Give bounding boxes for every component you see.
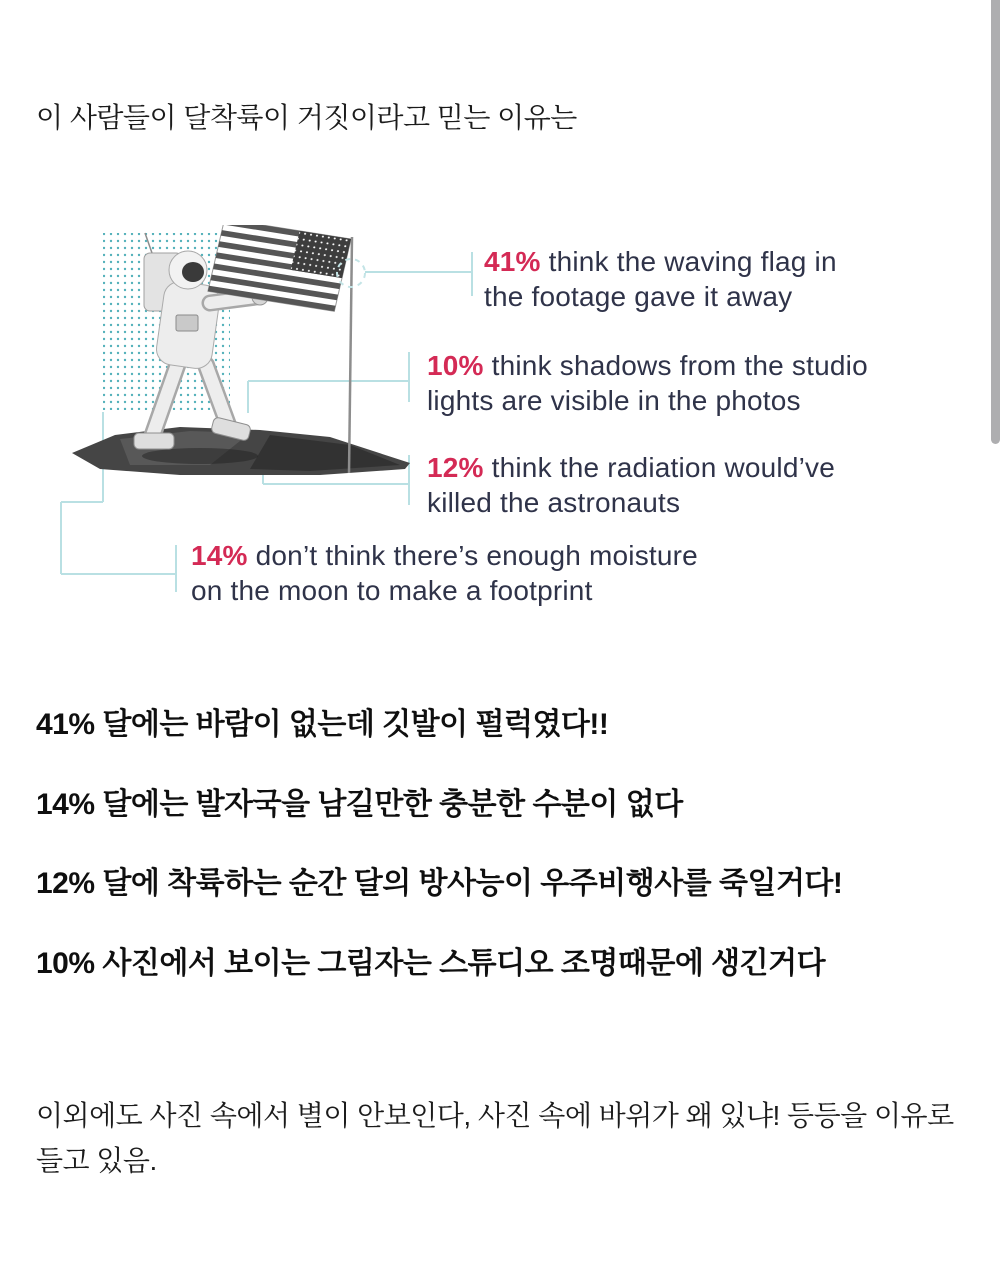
stat-text: killed the astronauts xyxy=(427,487,681,518)
stat-moisture-footprint xyxy=(191,538,698,608)
stat-text: the footage gave it away xyxy=(484,281,793,312)
stat-text: don’t think there’s enough moisture xyxy=(247,540,698,571)
korean-stat-10: 10% 사진에서 보이는 그림자는 스튜디오 조명때문에 생긴거다 xyxy=(36,947,826,980)
stat-percent: 12% xyxy=(427,452,484,483)
stat-text: think shadows from the studio xyxy=(483,350,868,381)
stat-percent: 10% xyxy=(427,350,484,381)
helmet-visor xyxy=(182,262,204,282)
stat-text: think the radiation would’ve xyxy=(483,452,835,483)
stat-text: lights are visible in the photos xyxy=(427,385,801,416)
footer-line: 이외에도 사진 속에서 별이 안보인다, 사진 속에 바위가 왜 있냐! 등등을 이유로 xyxy=(36,1100,954,1131)
korean-stat-41: 41% 달에는 바람이 없는데 깃발이 펄럭였다!! xyxy=(36,708,609,741)
stat-waving-flag xyxy=(484,244,837,314)
footer-paragraph xyxy=(36,1093,986,1183)
post-heading: 이 사람들이 달착륙이 거짓이라고 믿는 이유는 xyxy=(36,102,577,133)
stat-percent: 14% xyxy=(191,540,248,571)
korean-stat-14: 14% 달에는 발자국을 남길만한 충분한 수분이 없다 xyxy=(36,788,683,821)
vertical-scrollbar-thumb[interactable] xyxy=(991,0,1000,444)
korean-stat-12: 12% 달에 착륙하는 순간 달의 방사능이 우주비행사를 죽일거다! xyxy=(36,867,843,900)
astronaut-shadow xyxy=(142,448,258,464)
footer-line: 들고 있음. xyxy=(36,1145,157,1176)
stat-studio-shadows xyxy=(427,348,868,418)
astronaut-boot xyxy=(134,433,174,449)
stat-text: on the moon to make a footprint xyxy=(191,575,593,606)
stat-radiation xyxy=(427,450,835,520)
stat-percent: 41% xyxy=(484,246,541,277)
stat-text: think the waving flag in xyxy=(540,246,837,277)
